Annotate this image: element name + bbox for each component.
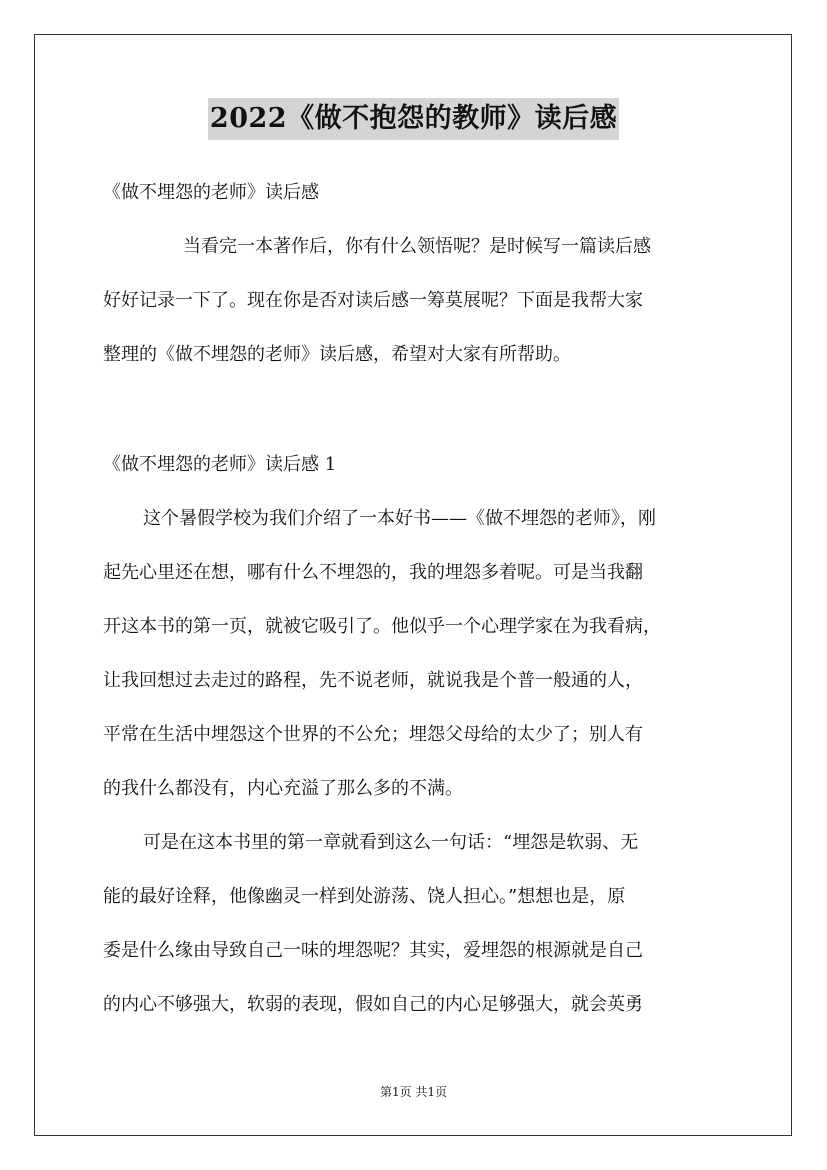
body-line: 的我什么都没有，内心充溢了那么多的不满。 [103, 778, 463, 799]
page-footer: 第1页 共1页 [379, 1085, 448, 1099]
body-line: 起先心里还在想，哪有什么不埋怨的，我的埋怨多着呢。可是当我翻 [103, 562, 643, 583]
body-line: 可是在这本书里的第一章就看到这么一句话：“埋怨是软弱、无 [143, 832, 639, 853]
body-line: 这个暑假学校为我们介绍了一本好书——《做不埋怨的老师》，刚 [143, 508, 656, 529]
intro-line: 当看完一本著作后，你有什么领悟呢？是时候写一篇读后感 [183, 236, 651, 257]
body-line: 让我回想过去走过的路程，先不说老师，就说我是个普一般通的人， [103, 670, 643, 691]
subtitle: 《做不埋怨的老师》读后感 [103, 182, 319, 203]
title-container [0, 98, 827, 140]
body-line: 平常在生活中埋怨这个世界的不公允；埋怨父母给的太少了；别人有 [103, 724, 643, 745]
intro-line: 整理的《做不埋怨的老师》读后感，希望对大家有所帮助。 [103, 344, 571, 365]
body-line: 委是什么缘由导致自己一味的埋怨呢？其实，爱埋怨的根源就是自己 [103, 940, 643, 961]
section-heading: 《做不埋怨的老师》读后感 1 [103, 454, 337, 475]
intro-line: 好好记录一下了。现在你是否对读后感一筹莫展呢？下面是我帮大家 [103, 290, 643, 311]
document-title: 2022《做不抱怨的教师》读后感 [208, 98, 619, 140]
body-line: 能的最好诠释，他像幽灵一样到处游荡、饶人担心。”想想也是，原 [103, 886, 626, 907]
body-line: 的内心不够强大，软弱的表现，假如自己的内心足够强大，就会英勇 [103, 994, 643, 1015]
body-line: 开这本书的第一页，就被它吸引了。他似乎一个心理学家在为我看病， [103, 616, 661, 637]
